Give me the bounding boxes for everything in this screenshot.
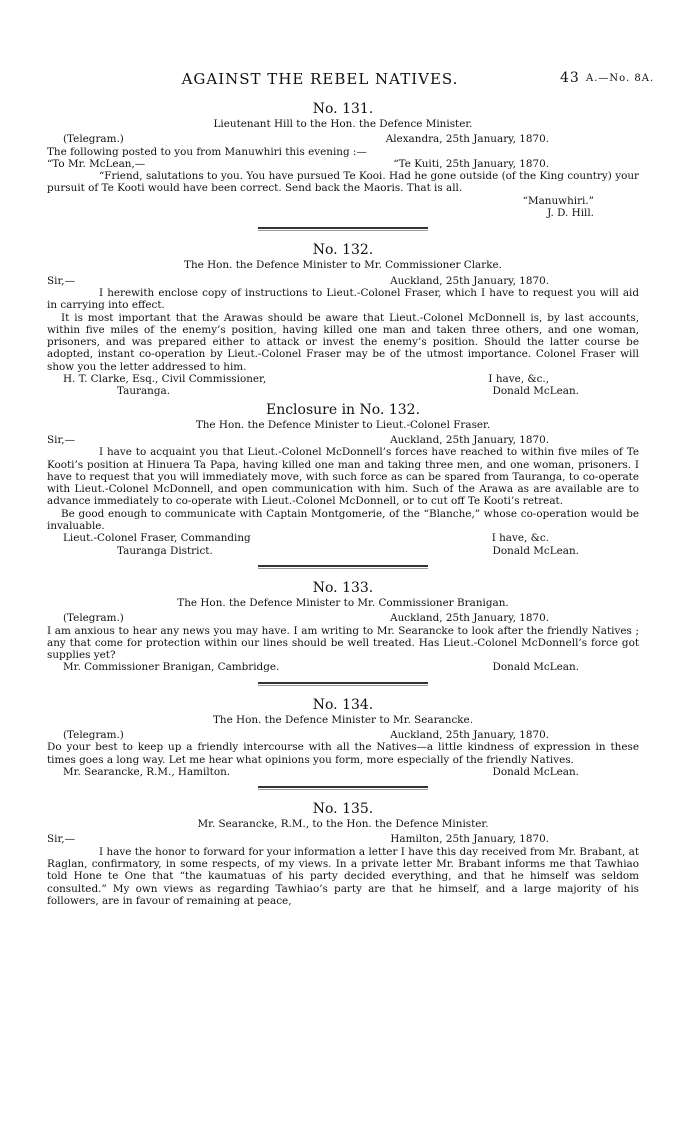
signature: “Manuwhiri.” bbox=[522, 194, 594, 207]
document-number: No. 132. bbox=[312, 242, 374, 259]
document-route: The Hon. the Defence Minister to Lieut.-Colonel Fraser. bbox=[195, 418, 491, 431]
paragraph: It is most important that the Arawas should be aware that Lieut.-Colonel McDonnell is, by last accounts, within five miles of the enemy’s position, having killed one man and taken three others, and one woman, prisoners, and was prepared either to attack or invest the enemy’s position. Should the latter course be adopted, instant co-operation by Lieut.-Colonel Fraser may be of the utmost importance. Colonel Fraser will show you the letter addressed to him. bbox=[47, 311, 639, 373]
closing-line bbox=[47, 532, 639, 544]
paragraph: Be good enough to communicate with Captain Montgomerie, of the “Blanche,” whose co-operation would be invaluable. bbox=[47, 507, 639, 533]
enclosure-132 bbox=[47, 401, 639, 557]
dateline bbox=[47, 612, 639, 624]
section-divider bbox=[258, 565, 428, 569]
place-date: Auckland, 25th January, 1870. bbox=[390, 274, 549, 287]
section-divider bbox=[258, 682, 428, 686]
place-date: Alexandra, 25th January, 1870. bbox=[385, 133, 549, 146]
letter-body: Do your best to keep up a friendly intercourse with all the Natives—a little kindness of expression in these times goes a long way. Let me hear what opinions you form, more especially of the friendly Natives. bbox=[47, 741, 639, 766]
dateline bbox=[47, 275, 639, 287]
signature: Donald McLean. bbox=[492, 385, 579, 398]
signature: Donald McLean. bbox=[492, 765, 579, 778]
closing-line bbox=[47, 766, 639, 778]
place-date: Auckland, 25th January, 1870. bbox=[390, 433, 549, 446]
page-title: AGAINST THE REBEL NATIVES. bbox=[181, 70, 459, 88]
document-number: No. 134. bbox=[312, 696, 374, 713]
dateline bbox=[47, 133, 639, 145]
telegram-label: (Telegram.) bbox=[63, 612, 124, 625]
enclosure-heading: Enclosure in No. 132. bbox=[265, 401, 421, 418]
salutation: Sir,— bbox=[47, 274, 75, 287]
telegram-label: (Telegram.) bbox=[63, 133, 124, 146]
closing-line bbox=[47, 385, 639, 397]
document-135 bbox=[47, 800, 639, 907]
inner-header bbox=[47, 158, 639, 170]
intro-line: The following posted to you from Manuwhiri this evening :— bbox=[47, 145, 367, 158]
addressee: Lieut.-Colonel Fraser, Commanding bbox=[63, 532, 251, 545]
signature: Donald McLean. bbox=[492, 544, 579, 557]
page-number: 43 bbox=[560, 70, 580, 86]
document-132 bbox=[47, 241, 639, 397]
dateline bbox=[47, 434, 639, 446]
dateline bbox=[47, 729, 639, 741]
place-date: Auckland, 25th January, 1870. bbox=[390, 612, 549, 625]
salutation: Sir,— bbox=[47, 433, 75, 446]
closing-line bbox=[47, 545, 639, 557]
telegram-label: (Telegram.) bbox=[63, 728, 124, 741]
document-number: No. 131. bbox=[312, 101, 374, 117]
addressee: Tauranga. bbox=[117, 385, 171, 398]
addressee: Mr. Searancke, R.M., Hamilton. bbox=[63, 765, 231, 778]
document-route: Mr. Searancke, R.M., to the Hon. the Defence Minister. bbox=[197, 818, 489, 831]
letter-body: “Friend, salutations to you. You have pursued Te Kooi. Had he gone outside (of the King country) your pursuit of Te Kooti would have been correct. Send back the Maoris. That is all. bbox=[47, 170, 639, 195]
addressee: H. T. Clarke, Esq., Civil Commissioner, bbox=[63, 373, 267, 386]
signature: J. D. Hill. bbox=[547, 207, 594, 220]
closing-line bbox=[47, 661, 639, 673]
inner-date: “Te Kuiti, 25th January, 1870. bbox=[393, 157, 549, 170]
addressee: Mr. Commissioner Branigan, Cambridge. bbox=[63, 661, 280, 674]
document-route: Lieutenant Hill to the Hon. the Defence Minister. bbox=[213, 118, 473, 130]
closing: I have, &c., bbox=[488, 373, 549, 386]
signature: Donald McLean. bbox=[492, 661, 579, 674]
addressee: Tauranga District. bbox=[117, 544, 213, 557]
place-date: Hamilton, 25th January, 1870. bbox=[390, 833, 549, 846]
paragraph: I herewith enclose copy of instructions to Lieut.-Colonel Fraser, which I have to request you will aid in carrying into effect. bbox=[47, 286, 639, 312]
document-number: No. 135. bbox=[312, 801, 374, 818]
place-date: Auckland, 25th January, 1870. bbox=[390, 728, 549, 741]
dateline bbox=[47, 833, 639, 845]
to-line: “To Mr. McLean,— bbox=[47, 157, 146, 170]
document-route: The Hon. the Defence Minister to Mr. Commissioner Clarke. bbox=[184, 259, 502, 272]
document-134 bbox=[47, 696, 639, 778]
section-divider bbox=[258, 786, 428, 790]
document-reference: A.—No. 8A. bbox=[586, 73, 655, 84]
closing: I have, &c. bbox=[491, 532, 549, 545]
document-route: The Hon. the Defence Minister to Mr. Searancke. bbox=[212, 713, 474, 726]
letter-body: I am anxious to hear any news you may have. I am writing to Mr. Searancke to look after the friendly Natives ; any that come for protection within our lines should be well treated. Has Lieut.-Colonel McDonnell’s force got supplies yet? bbox=[47, 624, 639, 662]
document-133 bbox=[47, 579, 639, 674]
signature-block bbox=[47, 195, 639, 220]
document-number: No. 133. bbox=[312, 579, 374, 596]
document-route: The Hon. the Defence Minister to Mr. Commissioner Branigan. bbox=[177, 596, 509, 609]
salutation: Sir,— bbox=[47, 833, 75, 846]
closing-line bbox=[47, 373, 639, 385]
page-content bbox=[47, 100, 639, 907]
running-header bbox=[0, 70, 700, 90]
document-131 bbox=[47, 100, 639, 219]
paragraph: I have to acquaint you that Lieut.-Colonel McDonnell’s forces have reached to within five miles of Te Kooti’s position at Hinuera Ta Papa, having killed one man and taking three men, and one woman, prisoners. I have to request that you will immediately move, with such force as can be spared from Tauranga, to co-operate with Lieut.-Colonel McDonnell, and open communication with him. Such of the Arawa as are available are to advance immediately to co-operate with Lieut.-Colonel McDonnell, or to cut off Te Kooti’s retreat. bbox=[47, 446, 639, 508]
paragraph: I have the honor to forward for your information a letter I have this day received from Mr. Brabant, at Raglan, confirmatory, in some respects, of my views. In a private letter Mr. Brabant informs me that Tawhiao told Hone te One that “the kaumatuas of his party decided everything, and that he himself was seldom consulted.” My own views as regarding Tawhiao’s party are that he himself, and a large majority of his followers, are in favour of remaining at peace, bbox=[47, 845, 639, 907]
section-divider bbox=[258, 227, 428, 231]
